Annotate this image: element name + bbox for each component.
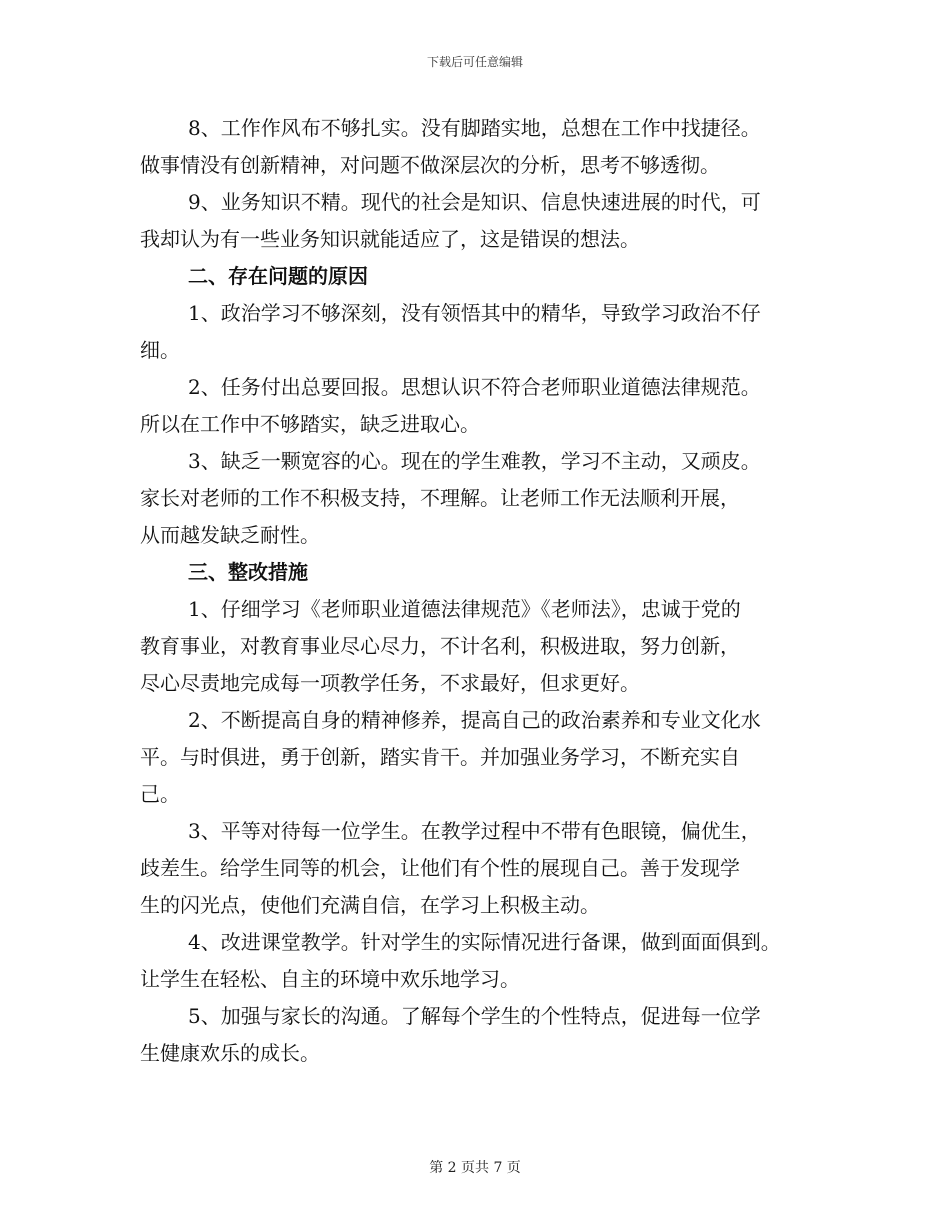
- paragraph-line: 9、业务知识不精。现代的社会是知识、信息快速进展的时代，可: [188, 190, 761, 214]
- paragraph-cause-2: [140, 369, 820, 443]
- paragraph-line: 教育事业，对教育事业尽心尽力，不计名利，积极进取，努力创新，: [140, 634, 740, 658]
- document-body: [140, 110, 820, 1072]
- paragraph-measure-4: [140, 924, 820, 998]
- paragraph-line: 让学生在轻松、自主的环境中欢乐地学习。: [140, 967, 520, 991]
- paragraph-item-9: [140, 184, 820, 258]
- paragraph-measure-5: [140, 998, 820, 1072]
- paragraph-measure-2: [140, 702, 820, 813]
- paragraph-line: 生健康欢乐的成长。: [140, 1041, 320, 1065]
- paragraph-line: 1、仔细学习《老师职业道德法律规范》《老师法》，忠诚于党的: [188, 597, 741, 621]
- paragraph-measure-1: [140, 591, 820, 702]
- paragraph-line: 2、任务付出总要回报。思想认识不符合老师职业道德法律规范。: [188, 375, 761, 399]
- paragraph-measure-3: [140, 813, 820, 924]
- page-header: 下载后可任意编辑: [426, 55, 523, 69]
- paragraph-line: 己。: [140, 782, 180, 806]
- paragraph-line: 平。与时俱进，勇于创新，踏实肯干。并加强业务学习，不断充实自: [140, 745, 740, 769]
- paragraph-cause-1: [140, 295, 820, 369]
- paragraph-line: 5、加强与家长的沟通。了解每个学生的个性特点，促进每一位学: [188, 1004, 761, 1028]
- paragraph-line: 3、平等对待每一位学生。在教学过程中不带有色眼镜，偏优生，: [188, 819, 761, 843]
- section-heading-causes: 二、存在问题的原因: [188, 264, 368, 288]
- paragraph-item-8: [140, 110, 820, 184]
- paragraph-line: 歧差生。给学生同等的机会，让他们有个性的展现自己。善于发现学: [140, 856, 740, 880]
- paragraph-cause-3: [140, 443, 820, 554]
- paragraph-line: 家长对老师的工作不积极支持，不理解。让老师工作无法顺利开展，: [140, 486, 740, 510]
- paragraph-line: 尽心尽责地完成每一项教学任务，不求最好，但求更好。: [140, 671, 640, 695]
- paragraph-line: 做事情没有创新精神，对问题不做深层次的分析，思考不够透彻。: [140, 153, 720, 177]
- paragraph-line: 从而越发缺乏耐性。: [140, 523, 320, 547]
- paragraph-line: 1、政治学习不够深刻，没有领悟其中的精华，导致学习政治不仔: [188, 301, 761, 325]
- paragraph-line: 4、改进课堂教学。针对学生的实际情况进行备课，做到面面俱到。: [188, 930, 781, 954]
- paragraph-line: 3、缺乏一颗宽容的心。现在的学生难教，学习不主动，又顽皮。: [188, 449, 761, 473]
- section-heading-measures: 三、整改措施: [188, 560, 308, 584]
- paragraph-line: 细。: [140, 338, 180, 362]
- paragraph-line: 8、工作作风布不够扎实。没有脚踏实地，总想在工作中找捷径。: [188, 116, 761, 140]
- paragraph-line: 所以在工作中不够踏实，缺乏进取心。: [140, 412, 480, 436]
- paragraph-line: 我却认为有一些业务知识就能适应了，这是错误的想法。: [140, 227, 640, 251]
- page-footer: 第 2 页共 7 页: [429, 1160, 521, 1176]
- paragraph-line: 2、不断提高自身的精神修养，提高自己的政治素养和专业文化水: [188, 708, 761, 732]
- paragraph-line: 生的闪光点，使他们充满自信，在学习上积极主动。: [140, 893, 600, 917]
